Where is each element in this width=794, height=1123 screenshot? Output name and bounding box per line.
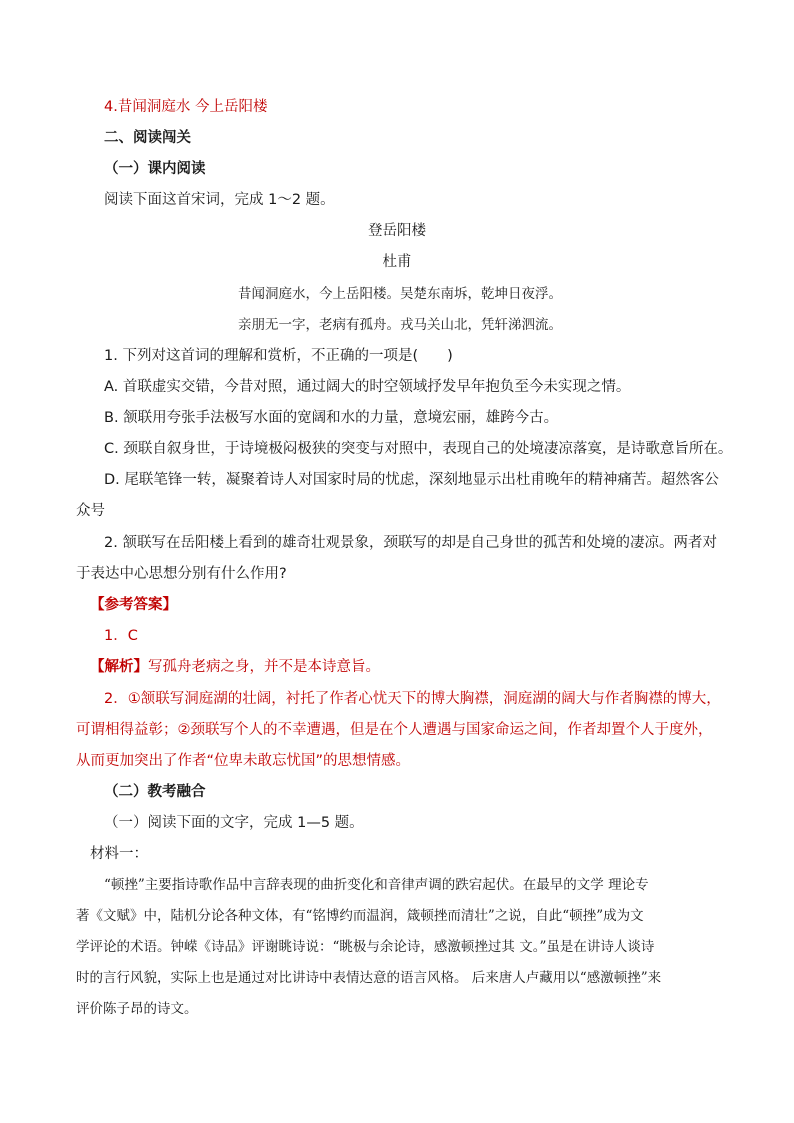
- task-instruction: （一）阅读下面的文字，完成 1—5 题。: [104, 815, 364, 831]
- poem-title: 登岳阳楼: [368, 223, 426, 239]
- material-label: 材料一：: [90, 846, 148, 862]
- material-line-3: 学评论的术语。钟嵘《诗品》评谢眺诗说：“眺极与余论诗，感激顿挫过其 文。”虽是在讲诗人谈诗: [76, 939, 655, 955]
- analysis-tag: 【解析】: [90, 659, 148, 675]
- answer-heading: 【参考答案】: [90, 597, 177, 613]
- question-2: 2. 颔联写在岳阳楼上看到的雄奇壮观景象，颈联写的却是自己身世的孤苦和处境的凄凉。两者对: [104, 535, 717, 551]
- poem-line-2: 亲朋无一字，老病有孤舟。戎马关山北，凭轩涕泗流。: [238, 317, 562, 333]
- analysis-text: 写孤舟老病之身，并不是本诗意旨。: [148, 659, 380, 675]
- option-b: B. 颔联用夸张手法极写水面的宽阔和水的力量，意境宏丽，雄跨今古。: [104, 410, 559, 426]
- option-d-continued: 众号: [76, 503, 105, 519]
- poem-author: 杜甫: [382, 254, 412, 270]
- question-2-continued: 于表达中心思想分别有什么作用?: [76, 566, 287, 582]
- subsection-heading-in-class: （一）课内阅读: [104, 161, 206, 177]
- material-line-4: 时的言行风貌，实际上也是通过对比讲诗中表情达意的语言风格。 后来唐人卢藏用以“感激顿挫”来: [76, 970, 662, 986]
- answer-2-line-3: 从而更加突出了作者“位卑未敢忘忧国”的思想情感。: [76, 753, 411, 769]
- answer-2-line-1: 2．①颔联写洞庭湖的壮阔，衬托了作者心忧天下的博大胸襟，洞庭湖的阔大与作者胸襟的博大，: [104, 691, 721, 707]
- material-line-5: 评价陈子昂的诗文。: [76, 1001, 198, 1017]
- section-heading-reading: 二、阅读闯关: [104, 130, 191, 146]
- material-line-2: 著《文赋》中，陆机分论各种文体，有“铭博约而温润，箴顿挫而清壮”之说，自此“顿挫”成为文: [76, 908, 644, 924]
- question-1: 1. 下列对这首词的理解和赏析，不正确的一项是( ): [104, 348, 453, 364]
- poem-line-1: 昔闻洞庭水，今上岳阳楼。吴楚东南坼，乾坤日夜浮。: [238, 286, 562, 302]
- instruction-text: 阅读下面这首宋词，完成 1～2 题。: [104, 192, 335, 208]
- option-a: A. 首联虚实交错，今昔对照，通过阔大的时空领域抒发早年抱负至今未实现之情。: [104, 379, 631, 395]
- answer-1: 1．C: [104, 628, 138, 644]
- option-d: D. 尾联笔锋一转，凝聚着诗人对国家时局的忧虑，深刻地显示出杜甫晚年的精神痛苦。超然客公: [104, 472, 719, 488]
- answer-2-line-2: 可谓相得益彰；②颈联写个人的不幸遭遇，但是在个人遭遇与国家命运之间，作者却置个人于度外，: [76, 722, 713, 738]
- option-c: C. 颈联自叙身世，于诗境极闷极狭的突变与对照中，表现自己的处境凄凉落寞，是诗歌意旨所在。: [104, 441, 733, 457]
- analysis-line: [90, 657, 380, 677]
- item-4-heading: 4.昔闻洞庭水 今上岳阳楼: [104, 99, 268, 115]
- material-line-1: “顿挫”主要指诗歌作品中言辞表现的曲折变化和音律声调的跌宕起伏。在最早的文学 理论专: [104, 877, 649, 893]
- subsection-heading-integration: （二）教考融合: [104, 784, 206, 800]
